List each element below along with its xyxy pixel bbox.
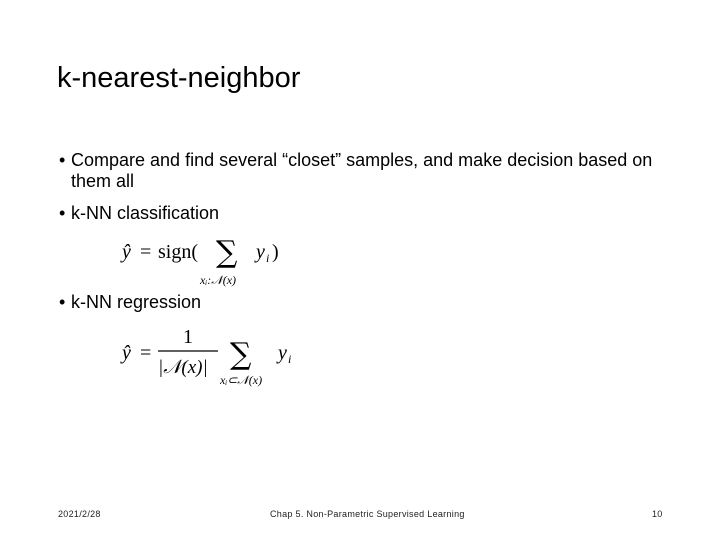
y-subscript: i [288,352,292,366]
bullet-marker: • [59,150,66,170]
bullet-text: k-NN classification [71,203,220,223]
yhat-symbol: ŷ [122,342,131,364]
y-term: y [256,241,265,263]
yhat-symbol: ŷ [122,241,131,263]
bullet-marker: • [59,203,66,223]
bullet-text: k-NN regression [71,292,202,312]
sum-lower-limit: xᵢ:𝒩(x) [200,273,237,287]
bullet-text: Compare and find several “closet” samples, and make decision based on them all [71,150,653,191]
y-term: y [278,342,287,364]
equals-sign: = [140,241,152,263]
equals-sign: = [140,342,152,364]
page-number: 10 [652,509,663,519]
sign-function: sign( [158,241,198,263]
footer-date: 2021/2/28 [58,509,101,519]
fraction-numerator: 1 [183,326,193,348]
summation-symbol: ∑ [230,337,252,372]
bullet-compare [59,150,679,194]
regression-formula [120,326,310,390]
slide-title: k-nearest-neighbor [57,62,301,94]
sum-lower-limit: xᵢ⊂𝒩(x) [220,373,263,387]
fraction-denominator: |𝒩(x)| [158,357,208,378]
close-paren: ) [272,241,279,263]
footer-course-title: Chap 5. Non-Parametric Supervised Learning [270,509,465,519]
summation-symbol: ∑ [216,235,238,270]
y-subscript: i [266,251,270,265]
classification-formula [120,232,290,290]
bullet-marker: • [59,292,66,312]
